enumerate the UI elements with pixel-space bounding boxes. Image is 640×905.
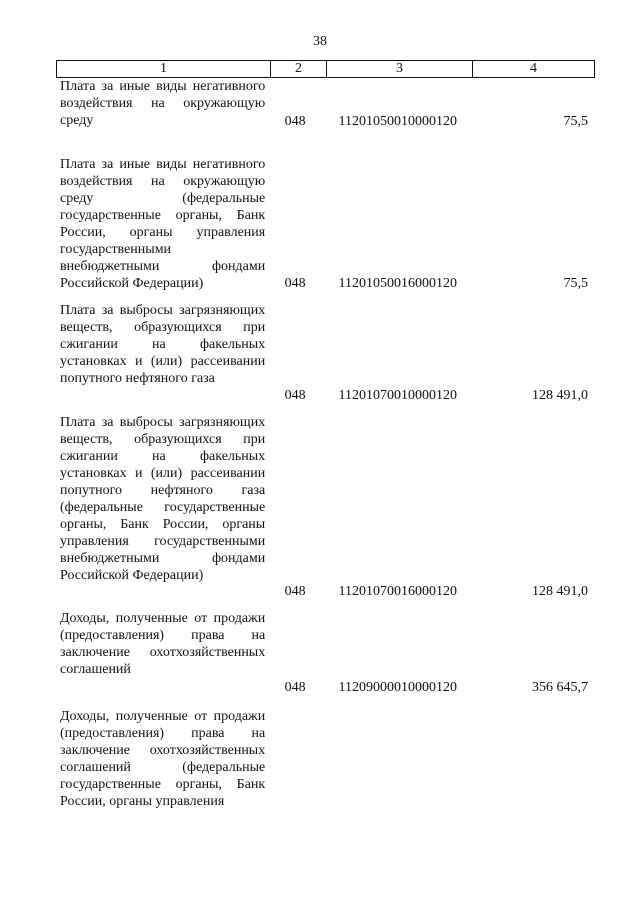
row-name: Доходы, полученные от продажи (предоставления) права на заключение охотхозяйственных соглашений <box>60 611 266 677</box>
column-header-4: 4 <box>473 61 595 78</box>
row-kbk: 11201050016000120 <box>338 276 457 291</box>
row-sum: 128 491,0 <box>532 388 589 403</box>
row-name: Плата за выбросы загрязняющих веществ, образующихся при сжигании на факельных установках и (или) рассеивании попутного нефтяного газа (федеральные государственные органы, Банк России, органы управления государственными внебюджетными фондами Российской Федерации) <box>60 415 266 583</box>
row-code <box>265 708 325 828</box>
row-name: Доходы, полученные от продажи (предоставления) права на заключение охотхозяйственных соглашений (федеральные государственные органы, Банк России, органы управления <box>60 709 266 809</box>
row-sum <box>470 708 594 828</box>
row-name: Плата за иные виды негативного воздействия на окружающую среду (федеральные государственные органы, Банк России, органы управления государственными внебюджетными фондами Российской Федерации) <box>60 157 266 291</box>
table-row <box>56 610 594 696</box>
row-code: 048 <box>284 276 306 291</box>
column-header-row <box>57 61 595 78</box>
table-row <box>56 414 594 600</box>
row-spacer <box>56 292 594 302</box>
row-kbk: 11201070010000120 <box>338 388 457 403</box>
row-code: 048 <box>284 114 306 129</box>
row-code: 048 <box>284 680 306 695</box>
row-sum: 75,5 <box>563 276 589 291</box>
column-header-2: 2 <box>271 61 327 78</box>
row-name: Плата за выбросы загрязняющих веществ, образующихся при сжигании на факельных установках и (или) рассеивании попутного нефтяного газа <box>60 303 266 386</box>
page-number: 38 <box>313 34 327 49</box>
table-row <box>56 708 594 828</box>
table-row <box>56 302 594 404</box>
row-code: 048 <box>284 388 306 403</box>
column-header-table <box>56 60 595 78</box>
column-header-3: 3 <box>327 61 473 78</box>
row-kbk: 11201070016000120 <box>338 584 457 599</box>
table-row <box>56 156 594 292</box>
row-sum: 128 491,0 <box>532 584 589 599</box>
row-name: Плата за иные виды негативного воздействия на окружающую среду <box>60 79 266 128</box>
row-spacer <box>56 696 594 708</box>
row-kbk <box>325 708 470 828</box>
row-code: 048 <box>284 584 306 599</box>
row-spacer <box>56 404 594 414</box>
row-sum: 356 645,7 <box>532 680 589 695</box>
row-spacer <box>56 130 594 156</box>
table-row <box>56 78 594 130</box>
row-kbk: 11201050010000120 <box>338 114 457 129</box>
row-sum: 75,5 <box>563 114 589 129</box>
row-spacer <box>56 600 594 610</box>
column-header-1: 1 <box>57 61 271 78</box>
table-body <box>56 78 594 828</box>
row-kbk: 11209000010000120 <box>338 680 457 695</box>
